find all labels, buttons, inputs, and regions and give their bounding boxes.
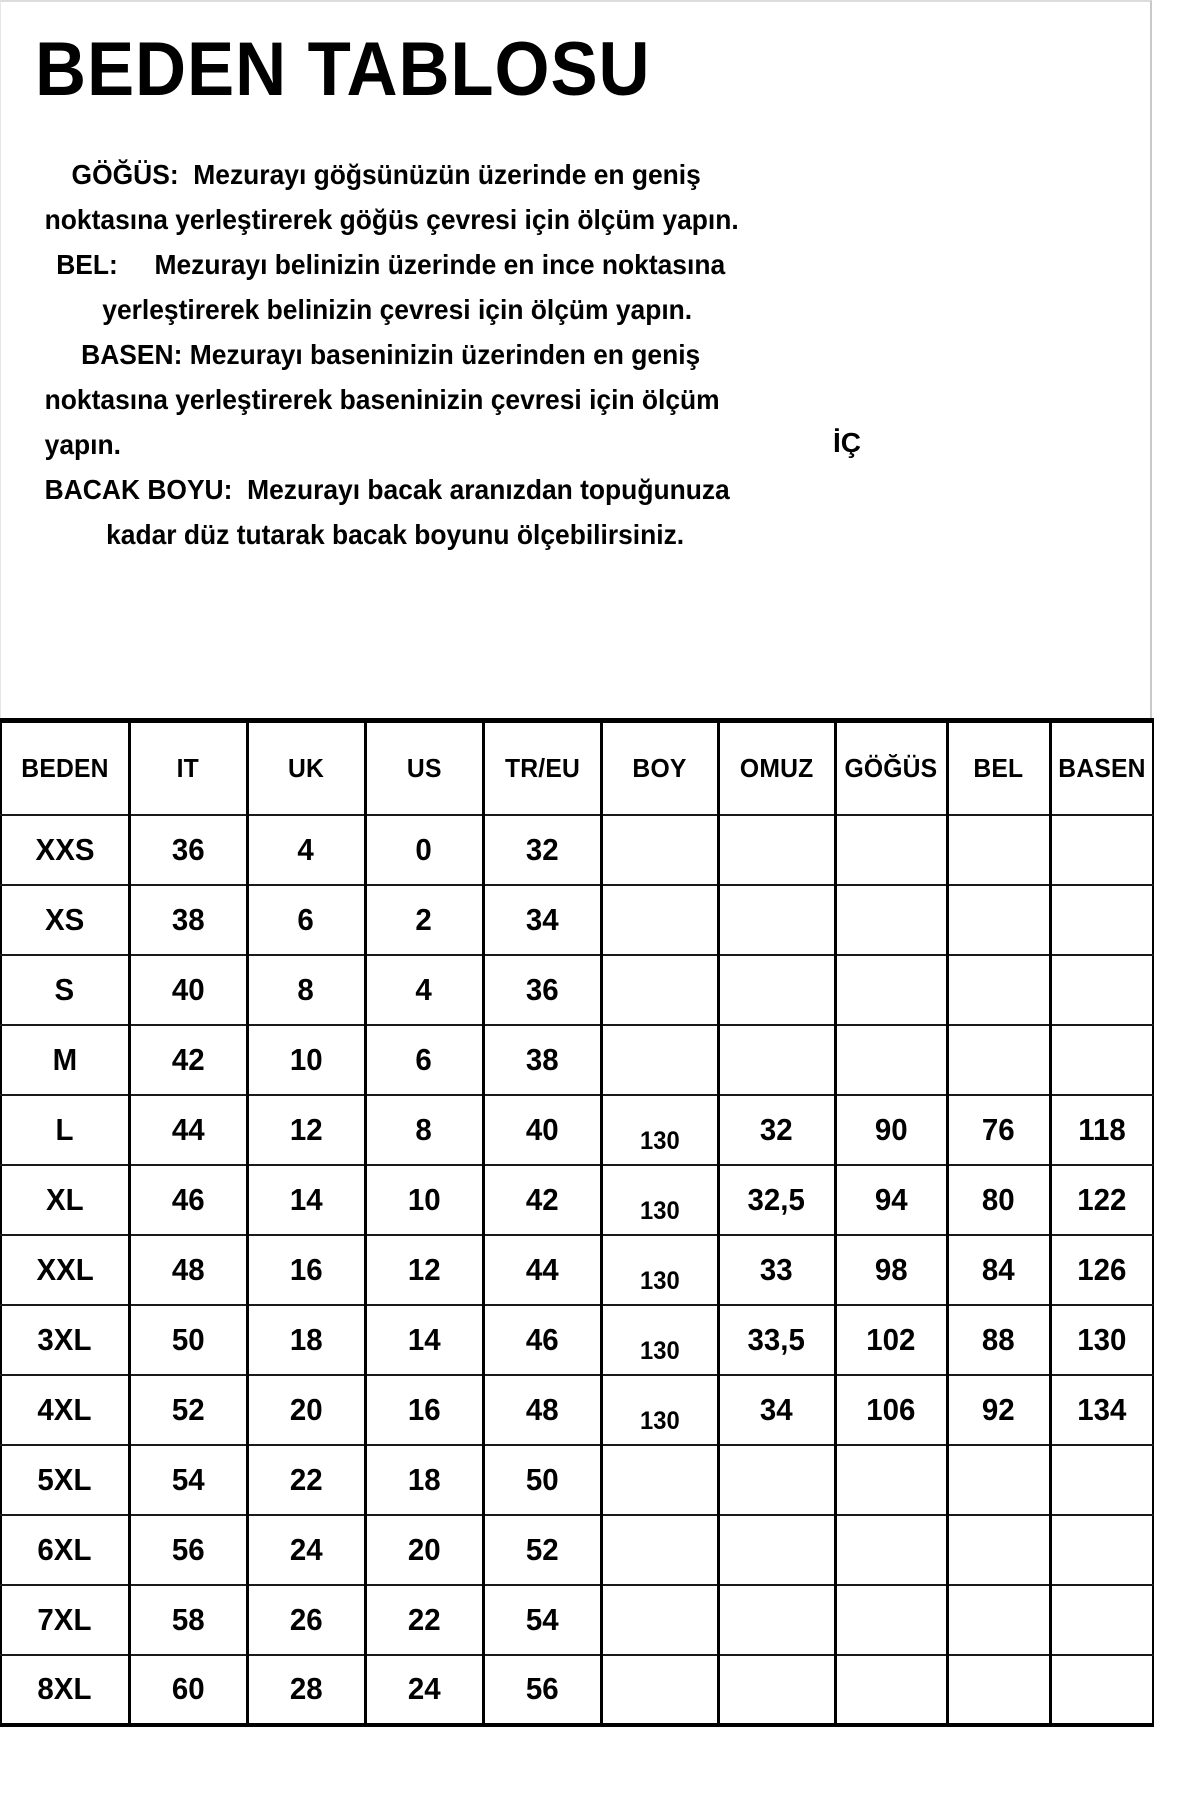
table-cell-empty-bel bbox=[947, 1025, 1050, 1095]
column-header-label: BOY bbox=[632, 752, 687, 783]
table-cell-us bbox=[365, 1445, 483, 1515]
table-cell-tr-eu bbox=[483, 1655, 601, 1725]
instruction-line-bacak-1: BACAK BOYU: Mezurayı bacak aranızdan topuğunuza bbox=[44, 474, 730, 505]
cell-value: 46 bbox=[525, 1321, 559, 1357]
table-cell-beden bbox=[1, 815, 129, 885]
cell-value: 130 bbox=[639, 1266, 680, 1295]
table-cell-empty-g-s bbox=[835, 1445, 947, 1515]
table-cell-empty-bel bbox=[947, 1445, 1050, 1515]
cell-value: 130 bbox=[1077, 1321, 1127, 1357]
table-cell-it bbox=[129, 1445, 247, 1515]
table-row bbox=[1, 1025, 1153, 1095]
table-cell-beden bbox=[1, 1445, 129, 1515]
column-header-it bbox=[129, 721, 247, 815]
table-cell-uk bbox=[247, 1165, 365, 1235]
table-header-row bbox=[1, 721, 1153, 815]
cell-value: 22 bbox=[407, 1601, 441, 1637]
cell-value: 18 bbox=[289, 1321, 323, 1357]
cell-value: 52 bbox=[525, 1531, 559, 1567]
cell-value: 6XL bbox=[37, 1531, 92, 1567]
table-cell-empty-boy bbox=[601, 1445, 718, 1515]
cell-value: 130 bbox=[639, 1126, 680, 1155]
table-cell-basen bbox=[1050, 1235, 1153, 1305]
table-cell-empty-basen bbox=[1050, 955, 1153, 1025]
table-cell-boy bbox=[601, 1375, 718, 1445]
table-cell-empty-boy bbox=[601, 885, 718, 955]
table-cell-tr-eu bbox=[483, 1515, 601, 1585]
cell-value: 88 bbox=[982, 1321, 1015, 1357]
cell-value: 126 bbox=[1077, 1251, 1127, 1287]
table-row bbox=[1, 1305, 1153, 1375]
cell-value: 36 bbox=[525, 971, 559, 1007]
table-cell-it bbox=[129, 1585, 247, 1655]
column-header-label: BEDEN bbox=[21, 752, 109, 783]
table-cell-empty-bel bbox=[947, 955, 1050, 1025]
table-cell-basen bbox=[1050, 1165, 1153, 1235]
table-row bbox=[1, 815, 1153, 885]
cell-value: M bbox=[52, 1041, 78, 1077]
column-header-us bbox=[365, 721, 483, 815]
table-cell-us bbox=[365, 1375, 483, 1445]
instruction-line-basen-2: noktasına yerleştirerek baseninizin çevresi için ölçüm bbox=[44, 384, 720, 415]
cell-value: 118 bbox=[1077, 1111, 1126, 1147]
table-cell-tr-eu bbox=[483, 1235, 601, 1305]
cell-value: 50 bbox=[525, 1461, 559, 1497]
table-cell-tr-eu bbox=[483, 1165, 601, 1235]
table-cell-it bbox=[129, 1095, 247, 1165]
cell-value: 48 bbox=[171, 1251, 205, 1287]
cell-value: 6 bbox=[415, 1041, 433, 1077]
table-cell-g-s bbox=[835, 1165, 947, 1235]
table-cell-uk bbox=[247, 885, 365, 955]
table-cell-it bbox=[129, 1515, 247, 1585]
table-cell-uk bbox=[247, 1585, 365, 1655]
cell-value: XXS bbox=[35, 831, 95, 867]
cell-value: 14 bbox=[289, 1181, 323, 1217]
table-cell-empty-g-s bbox=[835, 955, 947, 1025]
cell-value: 4 bbox=[415, 971, 433, 1007]
table-cell-empty-g-s bbox=[835, 815, 947, 885]
table-cell-beden bbox=[1, 1165, 129, 1235]
cell-value: 34 bbox=[760, 1391, 793, 1427]
table-cell-tr-eu bbox=[483, 1305, 601, 1375]
table-cell-it bbox=[129, 1375, 247, 1445]
column-header-basen bbox=[1050, 721, 1153, 815]
table-cell-empty-basen bbox=[1050, 1655, 1153, 1725]
cell-value: 42 bbox=[525, 1181, 559, 1217]
column-header-boy bbox=[601, 721, 718, 815]
instruction-line-bel-1: BEL: Mezurayı belinizin üzerinde en ince noktasına bbox=[56, 249, 726, 280]
instruction-line-basen-3: yapın. bbox=[44, 429, 121, 460]
table-row bbox=[1, 1585, 1153, 1655]
cell-value: 40 bbox=[171, 971, 205, 1007]
table-cell-uk bbox=[247, 1235, 365, 1305]
cell-value: 24 bbox=[289, 1531, 323, 1567]
table-cell-g-s bbox=[835, 1235, 947, 1305]
table-cell-beden bbox=[1, 1305, 129, 1375]
cell-value: 10 bbox=[407, 1181, 441, 1217]
table-cell-tr-eu bbox=[483, 1375, 601, 1445]
table-cell-empty-boy bbox=[601, 1025, 718, 1095]
table-cell-us bbox=[365, 1025, 483, 1095]
table-cell-g-s bbox=[835, 1305, 947, 1375]
size-table-body bbox=[1, 815, 1153, 1725]
column-header-tr-eu bbox=[483, 721, 601, 815]
table-row bbox=[1, 1375, 1153, 1445]
cell-value: 38 bbox=[525, 1041, 559, 1077]
cell-value: 56 bbox=[525, 1671, 559, 1706]
table-cell-beden bbox=[1, 1585, 129, 1655]
table-cell-empty-bel bbox=[947, 1515, 1050, 1585]
table-cell-us bbox=[365, 885, 483, 955]
table-row bbox=[1, 955, 1153, 1025]
table-cell-uk bbox=[247, 1375, 365, 1445]
table-cell-basen bbox=[1050, 1305, 1153, 1375]
column-header-label: IT bbox=[176, 752, 200, 783]
cell-value: XXL bbox=[36, 1251, 94, 1287]
size-table-container bbox=[0, 718, 1152, 1727]
table-cell-beden bbox=[1, 1095, 129, 1165]
cell-value: 130 bbox=[639, 1336, 680, 1365]
table-cell-bel bbox=[947, 1235, 1050, 1305]
table-cell-beden bbox=[1, 1515, 129, 1585]
column-header-label: BEL bbox=[973, 752, 1024, 783]
table-cell-us bbox=[365, 1515, 483, 1585]
cell-value: 56 bbox=[171, 1531, 205, 1567]
table-cell-empty-bel bbox=[947, 815, 1050, 885]
table-cell-beden bbox=[1, 955, 129, 1025]
cell-value: 0 bbox=[415, 831, 433, 867]
table-cell-bel bbox=[947, 1165, 1050, 1235]
cell-value: 16 bbox=[289, 1251, 323, 1287]
column-header-bel bbox=[947, 721, 1050, 815]
instruction-line-gogus-2: noktasına yerleştirerek göğüs çevresi için ölçüm yapın. bbox=[44, 204, 739, 235]
table-cell-omuz bbox=[718, 1235, 835, 1305]
cell-value: 20 bbox=[407, 1531, 441, 1567]
table-cell-us bbox=[365, 1305, 483, 1375]
table-cell-it bbox=[129, 1235, 247, 1305]
table-cell-empty-omuz bbox=[718, 1585, 835, 1655]
cell-value: 16 bbox=[407, 1391, 441, 1427]
table-cell-empty-basen bbox=[1050, 815, 1153, 885]
table-cell-empty-basen bbox=[1050, 1585, 1153, 1655]
cell-value: 130 bbox=[639, 1196, 680, 1225]
cell-value: 84 bbox=[982, 1251, 1015, 1287]
table-cell-empty-g-s bbox=[835, 1655, 947, 1725]
inner-leg-mark: İÇ bbox=[833, 427, 861, 458]
measurement-instructions bbox=[37, 152, 927, 557]
cell-value: 134 bbox=[1077, 1391, 1127, 1427]
table-cell-empty-g-s bbox=[835, 1025, 947, 1095]
table-cell-uk bbox=[247, 1655, 365, 1725]
cell-value: 102 bbox=[866, 1321, 916, 1357]
cell-value: 44 bbox=[525, 1251, 559, 1287]
table-cell-uk bbox=[247, 1305, 365, 1375]
cell-value: 44 bbox=[171, 1111, 205, 1147]
column-header-g-s bbox=[835, 721, 947, 815]
cell-value: 48 bbox=[525, 1391, 559, 1427]
table-cell-uk bbox=[247, 1445, 365, 1515]
cell-value: 76 bbox=[982, 1111, 1015, 1147]
cell-value: 54 bbox=[171, 1461, 205, 1497]
cell-value: 12 bbox=[289, 1111, 323, 1147]
cell-value: 130 bbox=[639, 1406, 680, 1435]
table-cell-empty-omuz bbox=[718, 955, 835, 1025]
cell-value: 38 bbox=[171, 901, 205, 937]
cell-value: 34 bbox=[525, 901, 559, 937]
table-cell-empty-basen bbox=[1050, 1515, 1153, 1585]
table-cell-empty-omuz bbox=[718, 1025, 835, 1095]
table-cell-empty-basen bbox=[1050, 885, 1153, 955]
table-cell-boy bbox=[601, 1305, 718, 1375]
cell-value: 8XL bbox=[37, 1671, 92, 1706]
cell-value: 52 bbox=[171, 1391, 205, 1427]
cell-value: 14 bbox=[407, 1321, 441, 1357]
table-cell-g-s bbox=[835, 1375, 947, 1445]
table-cell-empty-omuz bbox=[718, 885, 835, 955]
column-header-label: TR/EU bbox=[504, 752, 580, 783]
table-cell-empty-boy bbox=[601, 1585, 718, 1655]
table-cell-empty-boy bbox=[601, 815, 718, 885]
table-cell-beden bbox=[1, 1025, 129, 1095]
cell-value: 36 bbox=[171, 831, 205, 867]
cell-value: 33,5 bbox=[747, 1321, 806, 1357]
cell-value: 32,5 bbox=[747, 1181, 806, 1217]
instruction-line-bel-2: yerleştirerek belinizin çevresi için ölçüm yapın. bbox=[102, 294, 693, 325]
cell-value: 5XL bbox=[37, 1461, 92, 1497]
table-row bbox=[1, 1655, 1153, 1725]
cell-value: 98 bbox=[874, 1251, 908, 1287]
size-table bbox=[0, 718, 1154, 1727]
cell-value: 4 bbox=[297, 831, 315, 867]
cell-value: 32 bbox=[760, 1111, 793, 1147]
table-cell-empty-g-s bbox=[835, 1515, 947, 1585]
table-cell-beden bbox=[1, 1655, 129, 1725]
table-cell-empty-omuz bbox=[718, 815, 835, 885]
table-cell-tr-eu bbox=[483, 1585, 601, 1655]
table-cell-omuz bbox=[718, 1095, 835, 1165]
cell-value: 80 bbox=[982, 1181, 1015, 1217]
cell-value: 90 bbox=[874, 1111, 908, 1147]
cell-value: 20 bbox=[289, 1391, 323, 1427]
cell-value: 46 bbox=[171, 1181, 205, 1217]
table-cell-bel bbox=[947, 1305, 1050, 1375]
table-cell-empty-bel bbox=[947, 1585, 1050, 1655]
table-cell-empty-boy bbox=[601, 1515, 718, 1585]
table-cell-empty-basen bbox=[1050, 1445, 1153, 1515]
cell-value: 8 bbox=[415, 1111, 433, 1147]
page-title: BEDEN TABLOSU bbox=[35, 27, 651, 112]
cell-value: 122 bbox=[1077, 1181, 1127, 1217]
table-cell-boy bbox=[601, 1235, 718, 1305]
cell-value: 42 bbox=[171, 1041, 205, 1077]
table-cell-omuz bbox=[718, 1305, 835, 1375]
table-cell-uk bbox=[247, 815, 365, 885]
cell-value: 28 bbox=[289, 1671, 323, 1706]
table-cell-uk bbox=[247, 1095, 365, 1165]
table-cell-g-s bbox=[835, 1095, 947, 1165]
table-cell-empty-g-s bbox=[835, 1585, 947, 1655]
table-cell-omuz bbox=[718, 1165, 835, 1235]
cell-value: 18 bbox=[407, 1461, 441, 1497]
column-header-uk bbox=[247, 721, 365, 815]
cell-value: 26 bbox=[289, 1601, 323, 1637]
table-cell-uk bbox=[247, 1515, 365, 1585]
table-cell-tr-eu bbox=[483, 1025, 601, 1095]
table-cell-us bbox=[365, 955, 483, 1025]
table-cell-it bbox=[129, 955, 247, 1025]
table-cell-tr-eu bbox=[483, 815, 601, 885]
column-header-label: BASEN bbox=[1058, 752, 1146, 783]
table-row bbox=[1, 885, 1153, 955]
table-cell-it bbox=[129, 815, 247, 885]
table-cell-beden bbox=[1, 1375, 129, 1445]
instruction-line-gogus-1: GÖĞÜS: Mezurayı göğsünüzün üzerinde en geniş bbox=[71, 159, 701, 190]
table-cell-tr-eu bbox=[483, 885, 601, 955]
cell-value: XS bbox=[45, 901, 85, 937]
table-cell-empty-bel bbox=[947, 1655, 1050, 1725]
column-header-beden bbox=[1, 721, 129, 815]
cell-value: 58 bbox=[171, 1601, 205, 1637]
cell-value: 32 bbox=[525, 831, 559, 867]
table-cell-beden bbox=[1, 1235, 129, 1305]
table-cell-tr-eu bbox=[483, 955, 601, 1025]
table-cell-tr-eu bbox=[483, 1445, 601, 1515]
cell-value: 6 bbox=[297, 901, 315, 937]
table-cell-tr-eu bbox=[483, 1095, 601, 1165]
instruction-line-basen-1: BASEN: Mezurayı baseninizin üzerinden en geniş bbox=[81, 339, 701, 370]
table-cell-it bbox=[129, 1305, 247, 1375]
table-cell-bel bbox=[947, 1095, 1050, 1165]
table-cell-it bbox=[129, 1655, 247, 1725]
table-row bbox=[1, 1235, 1153, 1305]
instruction-line-bacak-2: kadar düz tutarak bacak boyunu ölçebilirsiniz. bbox=[106, 519, 685, 550]
size-table-head bbox=[1, 721, 1153, 815]
table-cell-boy bbox=[601, 1095, 718, 1165]
column-header-label: OMUZ bbox=[739, 752, 814, 783]
table-cell-uk bbox=[247, 1025, 365, 1095]
table-cell-it bbox=[129, 885, 247, 955]
cell-value: 33 bbox=[760, 1251, 793, 1287]
table-cell-empty-omuz bbox=[718, 1445, 835, 1515]
table-cell-uk bbox=[247, 955, 365, 1025]
table-cell-us bbox=[365, 1655, 483, 1725]
cell-value: 22 bbox=[289, 1461, 323, 1497]
table-cell-us bbox=[365, 1235, 483, 1305]
instructions-panel bbox=[0, 0, 1152, 748]
cell-value: 4XL bbox=[37, 1391, 92, 1427]
cell-value: 12 bbox=[407, 1251, 441, 1287]
table-cell-it bbox=[129, 1165, 247, 1235]
cell-value: 50 bbox=[171, 1321, 205, 1357]
cell-value: 7XL bbox=[37, 1601, 92, 1637]
table-row bbox=[1, 1515, 1153, 1585]
cell-value: L bbox=[55, 1111, 74, 1147]
cell-value: 40 bbox=[525, 1111, 559, 1147]
cell-value: 2 bbox=[415, 901, 433, 937]
table-cell-it bbox=[129, 1025, 247, 1095]
cell-value: 106 bbox=[866, 1391, 916, 1427]
table-row bbox=[1, 1095, 1153, 1165]
table-cell-omuz bbox=[718, 1375, 835, 1445]
column-header-label: GÖĞÜS bbox=[844, 752, 938, 783]
cell-value: 8 bbox=[297, 971, 315, 1007]
cell-value: 54 bbox=[525, 1601, 559, 1637]
table-row bbox=[1, 1165, 1153, 1235]
table-cell-us bbox=[365, 815, 483, 885]
column-header-label: US bbox=[406, 752, 442, 783]
cell-value: 92 bbox=[982, 1391, 1015, 1427]
column-header-omuz bbox=[718, 721, 835, 815]
table-cell-beden bbox=[1, 885, 129, 955]
cell-value: S bbox=[54, 971, 75, 1007]
table-cell-us bbox=[365, 1095, 483, 1165]
table-cell-empty-basen bbox=[1050, 1025, 1153, 1095]
cell-value: 10 bbox=[289, 1041, 323, 1077]
table-cell-us bbox=[365, 1585, 483, 1655]
table-cell-empty-boy bbox=[601, 1655, 718, 1725]
cell-value: 24 bbox=[407, 1671, 441, 1706]
table-cell-empty-omuz bbox=[718, 1515, 835, 1585]
cell-value: 60 bbox=[171, 1671, 205, 1706]
table-cell-empty-g-s bbox=[835, 885, 947, 955]
table-cell-empty-bel bbox=[947, 885, 1050, 955]
cell-value: 3XL bbox=[37, 1321, 92, 1357]
table-cell-empty-omuz bbox=[718, 1655, 835, 1725]
table-row bbox=[1, 1445, 1153, 1515]
cell-value: 94 bbox=[874, 1181, 908, 1217]
table-cell-basen bbox=[1050, 1375, 1153, 1445]
column-header-label: UK bbox=[287, 752, 325, 783]
table-cell-empty-boy bbox=[601, 955, 718, 1025]
table-cell-us bbox=[365, 1165, 483, 1235]
table-cell-bel bbox=[947, 1375, 1050, 1445]
table-cell-basen bbox=[1050, 1095, 1153, 1165]
cell-value: XL bbox=[45, 1181, 84, 1217]
table-cell-boy bbox=[601, 1165, 718, 1235]
